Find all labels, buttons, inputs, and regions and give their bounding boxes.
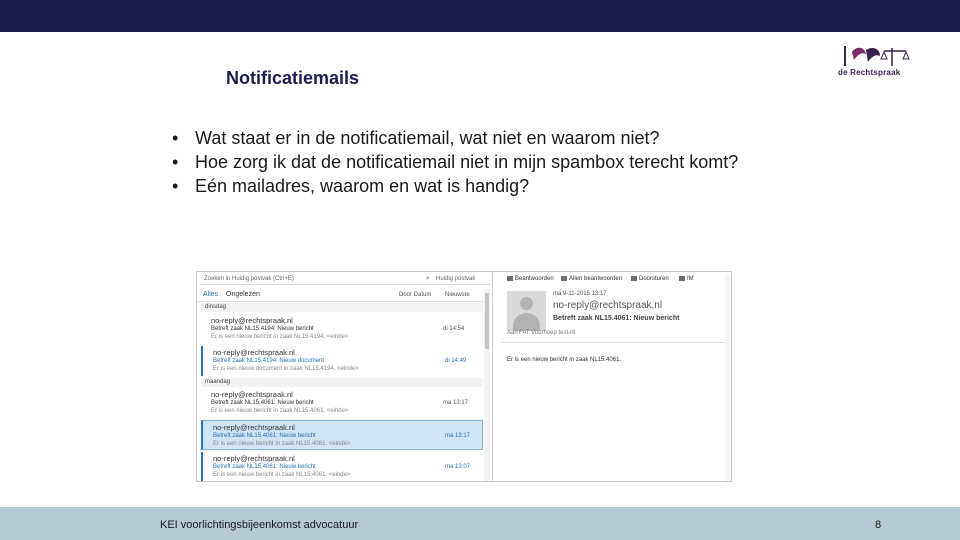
tab-unread[interactable]: Ongelezen xyxy=(226,291,260,298)
bullet-list xyxy=(172,127,772,199)
search-placeholder: Zoeken in Huidig postvak (Ctrl+E) xyxy=(204,276,294,282)
page-number: 8 xyxy=(875,519,882,531)
bullet-text: Wat staat er in de notificatiemail, wat niet en waarom niet? xyxy=(195,128,660,148)
message-time: di 14:54 xyxy=(443,326,465,332)
to-label: Aan xyxy=(507,330,518,336)
message-list-scrollbar[interactable] xyxy=(484,289,490,482)
slide-title: Notificatiemails xyxy=(226,68,360,88)
message-subject: Betreft zaak NL15.4061: Nieuw bericht xyxy=(213,464,316,470)
bullet-text: Hoe zorg ik dat de notificatiemail niet in mijn spambox terecht komt? xyxy=(195,152,739,172)
message-sender: no-reply@rechtspraak.nl xyxy=(213,454,295,463)
message-item[interactable] xyxy=(201,452,483,482)
search-scope-dropdown[interactable]: Huidig postvak xyxy=(436,276,476,282)
message-time: di 14:49 xyxy=(445,358,467,364)
message-subject: Betreft zaak NL15.4194: Nieuw document xyxy=(213,358,325,364)
search-icon[interactable]: ⌕ xyxy=(426,275,430,282)
filter-row xyxy=(197,289,493,302)
im-button[interactable] xyxy=(679,276,694,282)
sort-by-date[interactable]: Door Datum xyxy=(399,292,432,298)
bullet-item: • Hoe zorg ik dat de notificatiemail niet in mijn spambox terecht komt? xyxy=(172,152,739,172)
footer-text: KEI voorlichtingsbijeenkomst advocatuur xyxy=(160,519,359,531)
scrollbar-thumb[interactable] xyxy=(485,293,489,349)
message-item-selected[interactable] xyxy=(201,420,483,450)
message-subject: Betreft zaak NL15.4194: Nieuw bericht xyxy=(211,326,314,332)
reply-label: Beantwoorden xyxy=(515,276,554,283)
message-time: ma 13:17 xyxy=(445,433,471,439)
forward-icon xyxy=(631,276,637,281)
bullet-item: • Eén mailadres, waarom en wat is handig? xyxy=(172,176,530,196)
message-list-pane xyxy=(197,272,493,482)
message-preview: Er is een nieuw bericht in zaak NL15.4061. <einde> xyxy=(213,472,351,478)
reading-pane xyxy=(493,272,732,482)
reply-icon xyxy=(507,276,513,281)
reading-actions xyxy=(493,275,732,285)
divider xyxy=(501,342,727,343)
message-sender: no-reply@rechtspraak.nl xyxy=(211,390,293,399)
reading-pane-scrollbar[interactable] xyxy=(725,275,731,481)
message-item[interactable] xyxy=(201,314,483,344)
reading-sender[interactable]: no-reply@rechtspraak.nl xyxy=(553,300,663,311)
im-label: IM xyxy=(687,276,694,283)
bottom-bar xyxy=(0,507,960,540)
message-sender: no-reply@rechtspraak.nl xyxy=(211,316,293,325)
message-preview: Er is een nieuw document in zaak NL15.4194. <einde> xyxy=(213,366,359,372)
message-preview: Er is een nieuw bericht in zaak NL15.4061. <einde> xyxy=(213,441,351,447)
logo-text: de Rechtspraak xyxy=(838,68,901,77)
bullet-text: Eén mailadres, waarom en wat is handig? xyxy=(195,176,530,196)
top-bar xyxy=(0,0,960,32)
reply-all-label: Allen beantwoorden xyxy=(569,276,623,283)
avatar xyxy=(507,291,546,331)
avatar-body-icon xyxy=(513,313,540,331)
message-item[interactable] xyxy=(201,388,483,418)
message-preview: Er is een nieuw bericht in zaak NL15.4061. <einde> xyxy=(211,408,349,414)
bullet-item: • Wat staat er in de notificatiemail, wat niet en waarom niet? xyxy=(172,128,660,148)
message-sender: no-reply@rechtspraak.nl xyxy=(213,423,295,432)
message-time: ma 13:07 xyxy=(445,464,471,470)
forward-button[interactable] xyxy=(631,276,669,282)
reply-all-icon xyxy=(561,276,567,281)
to-value[interactable]: FAT Voorhoep test-r8 xyxy=(519,330,576,336)
message-item[interactable] xyxy=(201,346,483,376)
avatar-head-icon xyxy=(520,297,533,310)
message-sender: no-reply@rechtspraak.nl xyxy=(213,348,295,357)
sort-order[interactable]: Nieuwste xyxy=(445,292,470,298)
message-time: ma 13:17 xyxy=(443,400,469,406)
message-subject: Betreft zaak NL15.4061: Nieuw bericht xyxy=(213,433,316,439)
message-date: ma 9-11-2015 13:17 xyxy=(553,291,607,297)
reply-all-button[interactable] xyxy=(561,276,622,282)
reading-subject: Betreft zaak NL15.4061: Nieuw bericht xyxy=(553,315,680,322)
group-header[interactable]: maandag xyxy=(201,378,483,387)
reply-button[interactable] xyxy=(507,276,554,282)
group-header[interactable]: dinsdag xyxy=(201,303,483,312)
message-subject: Betreft zaak NL15.4061: Nieuw bericht xyxy=(211,400,314,406)
im-icon xyxy=(679,276,685,281)
forward-label: Doorsturen xyxy=(639,276,669,283)
tab-all[interactable]: Alles xyxy=(203,291,219,298)
outlook-screenshot xyxy=(196,271,732,482)
message-preview: Er is een nieuw bericht in zaak NL15.4194. <einde> xyxy=(211,334,349,340)
message-body: Er is een nieuw bericht in zaak NL15.4061. xyxy=(507,357,622,363)
search-input[interactable] xyxy=(200,275,490,285)
